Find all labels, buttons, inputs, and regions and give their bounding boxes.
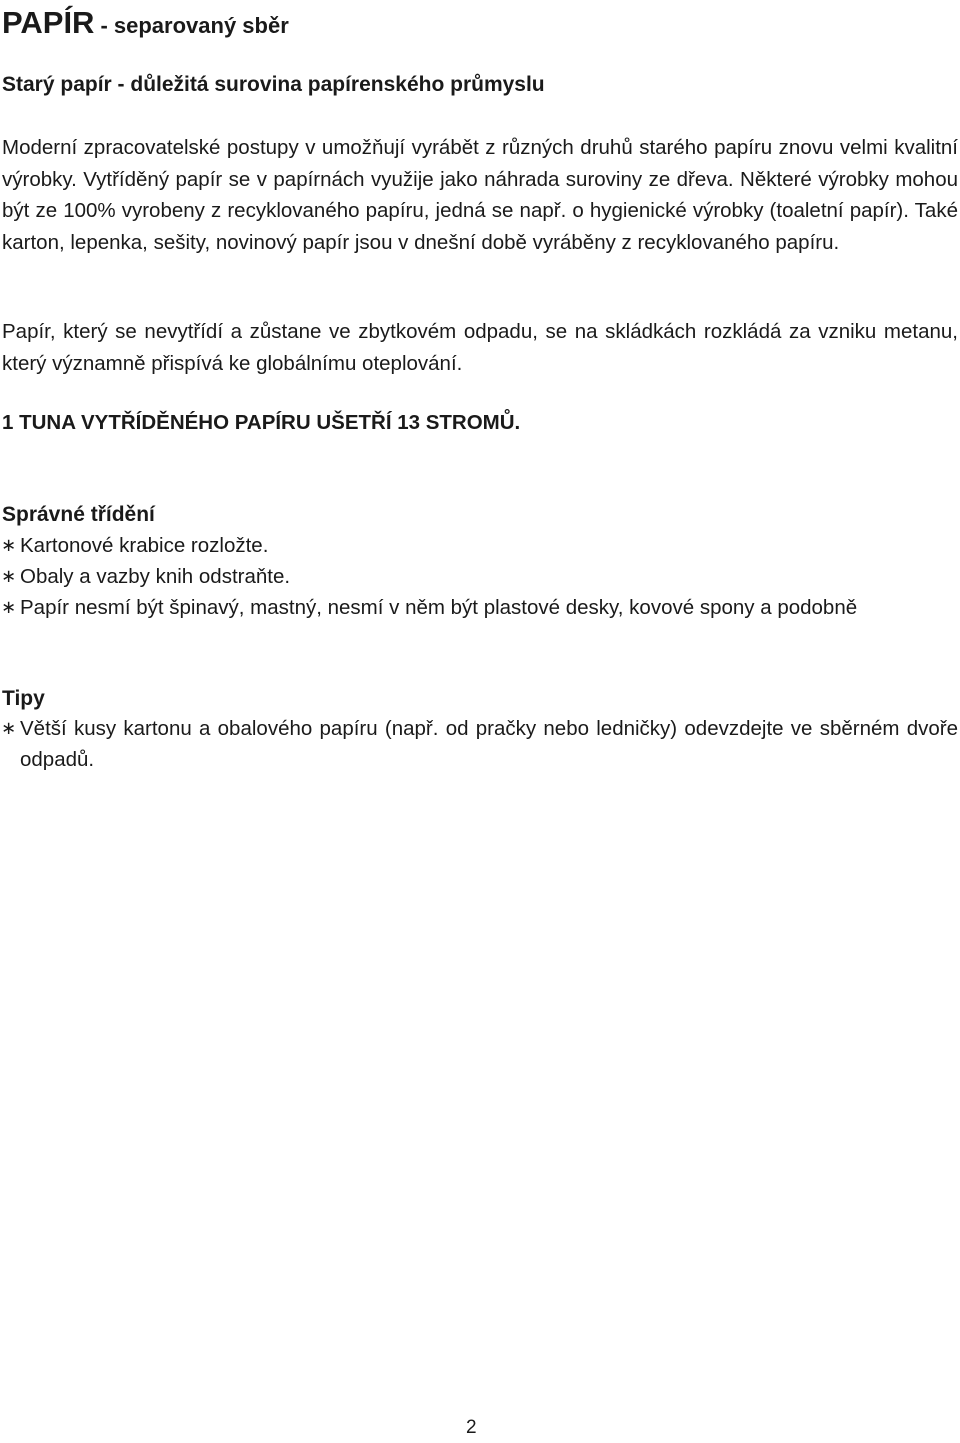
list-item-text: Obaly a vazby knih odstraňte. bbox=[20, 565, 291, 588]
subtitle: Starý papír - důležitá surovina papírenského průmyslu bbox=[2, 73, 545, 96]
sorting-list bbox=[0, 530, 958, 623]
asterisk-bullet-icon: ∗ bbox=[1, 597, 17, 618]
title-main: PAPÍR bbox=[2, 5, 95, 40]
tips-heading: Tipy bbox=[2, 687, 45, 710]
sorting-heading: Správné třídění bbox=[2, 503, 155, 526]
list-item-text: Kartonové krabice rozložte. bbox=[20, 534, 269, 557]
landfill-paragraph: Papír, který se nevytřídí a zůstane ve zbytkovém odpadu, se na skládkách rozkládá za vzniku metanu, který významně přispívá ke globálnímu oteplování. bbox=[2, 320, 958, 375]
list-item bbox=[0, 592, 958, 623]
page-number: 2 bbox=[466, 1417, 477, 1438]
asterisk-bullet-icon: ∗ bbox=[1, 718, 17, 739]
asterisk-bullet-icon: ∗ bbox=[1, 535, 17, 556]
title-suffix: - separovaný sběr bbox=[100, 13, 289, 38]
list-item bbox=[0, 530, 958, 561]
intro-paragraph: Moderní zpracovatelské postupy v umožňují vyrábět z různých druhů starého papíru znovu velmi kvalitní výrobky. Vytříděný papír se v papírnách využije jako náhrada suroviny ze dřeva. Některé výrobky mohou být ze 100% vyrobeny z recyklovaného papíru, jedná se např. o hygienické výrobky (toaletní papír). Také karton, lepenka, sešity, novinový papír jsou v dnešní době vyráběny z recyklovaného papíru. bbox=[2, 136, 958, 254]
page-title bbox=[2, 2, 289, 46]
tips-list bbox=[0, 713, 958, 775]
list-item-text: Větší kusy kartonu a obalového papíru (např. od pračky nebo ledničky) odevzdejte ve sběrném dvoře odpadů. bbox=[20, 717, 958, 771]
list-item bbox=[0, 561, 958, 592]
list-item bbox=[0, 713, 958, 775]
list-item-text: Papír nesmí být špinavý, mastný, nesmí v něm být plastové desky, kovové spony a podobně bbox=[20, 596, 858, 619]
highlight-statement: 1 TUNA VYTŘÍDĚNÉHO PAPÍRU UŠETŘÍ 13 STROMŮ. bbox=[2, 411, 521, 434]
asterisk-bullet-icon: ∗ bbox=[1, 566, 17, 587]
